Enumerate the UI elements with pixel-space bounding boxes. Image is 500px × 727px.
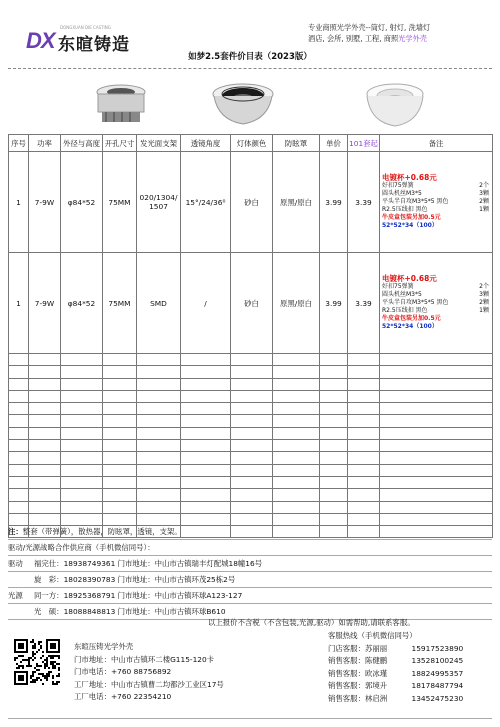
staff-name: 欧冰瑾 bbox=[364, 668, 388, 678]
staff-item bbox=[328, 655, 463, 668]
supplier-name: 福完仕： bbox=[34, 559, 64, 568]
slogan-line-1: 专业商照光学外壳--筒灯, 射灯, 洗墙灯 bbox=[308, 23, 431, 32]
table-row-empty bbox=[9, 378, 493, 390]
cell-empty bbox=[61, 501, 103, 513]
cell-empty bbox=[61, 464, 103, 476]
col-header: 防眩罩 bbox=[273, 135, 320, 152]
table-row-empty bbox=[9, 476, 493, 488]
cell-empty bbox=[29, 452, 61, 464]
light-row bbox=[8, 572, 492, 588]
table-row-empty bbox=[9, 464, 493, 476]
staff-phone: 13452475230 bbox=[411, 693, 464, 703]
staff-name: 郭境升 bbox=[364, 681, 388, 690]
cell-empty bbox=[348, 354, 380, 366]
cell-empty bbox=[9, 366, 29, 378]
cell-empty bbox=[320, 366, 348, 378]
cell-empty bbox=[273, 501, 320, 513]
cell-empty bbox=[9, 415, 29, 427]
cell-empty bbox=[103, 464, 137, 476]
staff-phone: 15917523890 bbox=[411, 643, 464, 653]
staff-role: 销售客服： bbox=[328, 693, 365, 703]
note-item bbox=[382, 283, 492, 291]
cell-empty bbox=[231, 390, 273, 402]
staff-name: 林启洲 bbox=[364, 693, 388, 703]
cell-empty bbox=[380, 440, 493, 452]
cell-empty bbox=[273, 366, 320, 378]
cell-empty bbox=[61, 390, 103, 402]
cell-empty bbox=[348, 366, 380, 378]
table-row-empty bbox=[9, 366, 493, 378]
note-item-qty: 3颗 bbox=[479, 291, 489, 298]
cell-empty bbox=[320, 354, 348, 366]
note-item bbox=[382, 190, 492, 198]
staff-item bbox=[328, 643, 463, 656]
staff-phone: 18824995357 bbox=[411, 668, 464, 678]
staff-item bbox=[328, 668, 463, 681]
cell-hole: 75MM bbox=[103, 253, 137, 354]
note-item bbox=[382, 182, 492, 190]
cell-empty bbox=[273, 390, 320, 402]
factory-address: 工厂地址：中山市古镇曹二均都沙工业区17号 bbox=[74, 679, 224, 689]
cell-empty bbox=[137, 489, 181, 501]
note-item-qty: 1颗 bbox=[479, 307, 489, 314]
cell-bracket: 020/1304/1507 bbox=[137, 152, 181, 253]
table-row bbox=[9, 253, 493, 354]
note-box: 52*52*34（100） bbox=[382, 222, 438, 229]
note-item-name: R2.5压线扣 黑色 bbox=[382, 307, 428, 314]
cell-bulk: 3.39 bbox=[348, 152, 380, 253]
slogan bbox=[308, 22, 492, 44]
cell-empty bbox=[137, 390, 181, 402]
cell-empty bbox=[273, 354, 320, 366]
cell-empty bbox=[103, 403, 137, 415]
brand-mark: DX bbox=[26, 28, 55, 53]
table-header-row bbox=[9, 135, 493, 152]
cell-empty bbox=[181, 403, 231, 415]
cell-empty bbox=[61, 415, 103, 427]
cell-empty bbox=[61, 354, 103, 366]
cell-empty bbox=[273, 403, 320, 415]
staff-role: 销售客服： bbox=[328, 681, 365, 690]
cell-empty bbox=[137, 476, 181, 488]
col-header: 开孔尺寸 bbox=[103, 135, 137, 152]
cell-empty bbox=[380, 354, 493, 366]
table-row-empty bbox=[9, 354, 493, 366]
cell-empty bbox=[181, 354, 231, 366]
supplier-text: 18028390783 门市地址：中山市古镇环茂25栋2号 bbox=[63, 575, 236, 584]
note-item-name: 好扣75弹簧 bbox=[382, 182, 414, 189]
staff-role: 销售客服： bbox=[328, 656, 365, 665]
table-row-empty bbox=[9, 501, 493, 513]
cell-empty bbox=[181, 489, 231, 501]
col-header: 功率 bbox=[29, 135, 61, 152]
table-row-empty bbox=[9, 489, 493, 501]
cell-note bbox=[380, 253, 493, 354]
cell-empty bbox=[29, 390, 61, 402]
cell-no: 1 bbox=[9, 253, 29, 354]
cell-empty bbox=[29, 427, 61, 439]
cell-hole: 75MM bbox=[103, 152, 137, 253]
cell-empty bbox=[273, 464, 320, 476]
cell-empty bbox=[29, 440, 61, 452]
cell-empty bbox=[231, 501, 273, 513]
staff-phone: 18178487794 bbox=[411, 681, 464, 690]
cell-empty bbox=[380, 366, 493, 378]
cell-empty bbox=[9, 440, 29, 452]
table-row-empty bbox=[9, 427, 493, 439]
note-item-name: 平头半自攻M3*5*5 黑色 bbox=[382, 198, 449, 205]
cell-empty bbox=[9, 476, 29, 488]
cell-empty bbox=[103, 366, 137, 378]
cell-bracket: SMD bbox=[137, 253, 181, 354]
cell-size: φ84*52 bbox=[61, 152, 103, 253]
cell-empty bbox=[9, 403, 29, 415]
cell-empty bbox=[380, 378, 493, 390]
cell-empty bbox=[181, 464, 231, 476]
cell-empty bbox=[9, 378, 29, 390]
cell-color: 砂白 bbox=[231, 152, 273, 253]
cell-empty bbox=[380, 390, 493, 402]
note-item-qty: 3颗 bbox=[479, 190, 489, 197]
product-image-2 bbox=[208, 80, 278, 130]
cell-empty bbox=[348, 440, 380, 452]
cell-empty bbox=[103, 378, 137, 390]
cell-empty bbox=[181, 378, 231, 390]
drive-label: 驱动 bbox=[8, 559, 23, 568]
cell-empty bbox=[380, 427, 493, 439]
cell-empty bbox=[61, 427, 103, 439]
cell-empty bbox=[231, 489, 273, 501]
note-label: 注： bbox=[8, 527, 23, 536]
cell-empty bbox=[231, 452, 273, 464]
supplier-name: 旋 彩： bbox=[34, 575, 64, 584]
cell-empty bbox=[320, 452, 348, 464]
cell-empty bbox=[273, 378, 320, 390]
cell-empty bbox=[181, 440, 231, 452]
product-image-1 bbox=[86, 80, 156, 130]
note-extra: 牛皮盒包装另加0.5元 bbox=[382, 315, 441, 322]
note-item bbox=[382, 198, 492, 206]
shop-phone: 门市电话：+760 88756892 bbox=[74, 667, 172, 676]
note-item-name: 圆头机丝M3*5 bbox=[382, 190, 422, 197]
note-item bbox=[382, 291, 492, 299]
col-header: 灯体颜色 bbox=[231, 135, 273, 152]
note-item bbox=[382, 307, 492, 315]
hotline-title: 客服热线（手机微信同号） bbox=[328, 631, 417, 640]
cell-empty bbox=[103, 489, 137, 501]
col-header: 单价 bbox=[320, 135, 348, 152]
staff-name: 陈健鹏 bbox=[364, 656, 388, 665]
table-row-empty bbox=[9, 452, 493, 464]
cell-size: φ84*52 bbox=[61, 253, 103, 354]
cell-empty bbox=[103, 354, 137, 366]
cell-empty bbox=[231, 403, 273, 415]
cell-empty bbox=[61, 440, 103, 452]
cell-empty bbox=[320, 501, 348, 513]
cell-empty bbox=[29, 489, 61, 501]
cell-empty bbox=[231, 366, 273, 378]
cell-empty bbox=[348, 476, 380, 488]
cell-empty bbox=[9, 464, 29, 476]
sheet-title: 如梦2.5套件价目表（2023版） bbox=[188, 52, 312, 62]
cell-empty bbox=[103, 440, 137, 452]
cell-empty bbox=[29, 415, 61, 427]
cell-empty bbox=[273, 415, 320, 427]
note-item-qty: 1颗 bbox=[479, 206, 489, 213]
cell-empty bbox=[320, 489, 348, 501]
col-header: 序号 bbox=[9, 135, 29, 152]
cell-empty bbox=[61, 489, 103, 501]
cell-empty bbox=[61, 476, 103, 488]
cell-empty bbox=[137, 378, 181, 390]
cell-empty bbox=[320, 440, 348, 452]
staff-item bbox=[328, 680, 463, 693]
cell-empty bbox=[137, 464, 181, 476]
supplier-text: 18925368791 门市地址：中山市古镇环球A123-127 bbox=[63, 591, 243, 600]
slogan-line-2-a: 酒店, 会所, 别墅, 工程, 商照 bbox=[308, 34, 399, 43]
cell-empty bbox=[348, 452, 380, 464]
cell-empty bbox=[137, 415, 181, 427]
brand-name: 东暄铸造 bbox=[58, 35, 130, 55]
info-note bbox=[8, 524, 492, 540]
light-label: 光源 bbox=[8, 591, 23, 600]
cell-empty bbox=[348, 378, 380, 390]
cell-empty bbox=[181, 501, 231, 513]
footer-divider bbox=[8, 718, 492, 719]
cell-empty bbox=[29, 354, 61, 366]
table-row-empty bbox=[9, 440, 493, 452]
cell-empty bbox=[181, 452, 231, 464]
cell-empty bbox=[231, 440, 273, 452]
price-sheet bbox=[8, 6, 492, 721]
table-row-empty bbox=[9, 390, 493, 402]
cell-empty bbox=[348, 489, 380, 501]
cell-empty bbox=[320, 415, 348, 427]
cell-empty bbox=[273, 476, 320, 488]
cell-empty bbox=[137, 354, 181, 366]
cell-empty bbox=[9, 452, 29, 464]
cell-empty bbox=[380, 464, 493, 476]
cell-empty bbox=[61, 452, 103, 464]
note-box: 52*52*34（100） bbox=[382, 323, 438, 330]
cell-empty bbox=[231, 476, 273, 488]
cell-empty bbox=[273, 452, 320, 464]
cell-empty bbox=[380, 489, 493, 501]
table-row-empty bbox=[9, 403, 493, 415]
cell-empty bbox=[137, 440, 181, 452]
note-text: 整套（带弹簧），散热器，防眩罩，透镜，支架。 bbox=[22, 527, 182, 536]
cell-empty bbox=[137, 427, 181, 439]
cell-empty bbox=[181, 427, 231, 439]
cell-empty bbox=[348, 390, 380, 402]
staff-role: 门店客服： bbox=[328, 643, 365, 653]
staff-role: 销售客服： bbox=[328, 668, 365, 678]
note-title: 电镀杯+0.68元 bbox=[382, 274, 437, 283]
table-row-empty bbox=[9, 415, 493, 427]
cell-empty bbox=[137, 501, 181, 513]
cell-empty bbox=[61, 403, 103, 415]
cell-empty bbox=[231, 378, 273, 390]
col-header-bulk: 101套起 bbox=[348, 135, 380, 152]
factory-phone: 工厂电话：+760 22354210 bbox=[74, 692, 172, 701]
col-header: 备注 bbox=[380, 135, 493, 152]
cell-empty bbox=[181, 476, 231, 488]
cell-color: 砂白 bbox=[231, 253, 273, 354]
note-item bbox=[382, 206, 492, 214]
company-contact bbox=[74, 641, 224, 704]
staff-name: 苏丽丽 bbox=[364, 643, 388, 653]
note-item bbox=[382, 299, 492, 307]
cell-empty bbox=[181, 415, 231, 427]
cell-empty bbox=[137, 452, 181, 464]
cell-empty bbox=[231, 354, 273, 366]
note-item-name: 平头半自攻M3*5*5 黑色 bbox=[382, 299, 449, 306]
cell-bulk: 3.39 bbox=[348, 253, 380, 354]
shop-address: 门市地址：中山市古镇环二楼G115-120卡 bbox=[74, 654, 215, 664]
cell-empty bbox=[103, 501, 137, 513]
cell-empty bbox=[273, 440, 320, 452]
cell-empty bbox=[380, 476, 493, 488]
col-header: 透镜角度 bbox=[181, 135, 231, 152]
cell-empty bbox=[320, 476, 348, 488]
supplier-name: 光 硕： bbox=[34, 607, 64, 616]
cell-empty bbox=[320, 403, 348, 415]
cell-empty bbox=[29, 403, 61, 415]
cell-power: 7-9W bbox=[29, 253, 61, 354]
info-section bbox=[8, 524, 492, 620]
staff-contact bbox=[328, 630, 463, 705]
cell-empty bbox=[348, 427, 380, 439]
cell-empty bbox=[29, 366, 61, 378]
cell-empty bbox=[137, 366, 181, 378]
blank-rows bbox=[9, 354, 493, 538]
partner-title: 驱动/光源战略合作供应商（手机微信同号）： bbox=[8, 540, 492, 556]
cell-angle: 15°/24/36⁰ bbox=[181, 152, 231, 253]
company-name: 东暄压铸光学外壳 bbox=[74, 642, 134, 651]
cell-empty bbox=[9, 390, 29, 402]
cell-empty bbox=[348, 464, 380, 476]
cell-empty bbox=[29, 464, 61, 476]
cell-power: 7-9W bbox=[29, 152, 61, 253]
cell-empty bbox=[380, 501, 493, 513]
cell-empty bbox=[320, 464, 348, 476]
note-item-qty: 2颗 bbox=[479, 198, 489, 205]
quote-note: 以上报价不含税（不含包装,光源,驱动）如需帮助,请联系客服。 bbox=[208, 618, 415, 627]
supplier-text: 18938749361 门市地址：中山市古镇瑞丰灯配城18幢16号 bbox=[63, 559, 263, 568]
note-item-name: 好扣75弹簧 bbox=[382, 283, 414, 290]
cell-empty bbox=[273, 427, 320, 439]
cell-empty bbox=[9, 427, 29, 439]
note-item-qty: 2颗 bbox=[479, 299, 489, 306]
price-table bbox=[8, 134, 493, 538]
cell-empty bbox=[181, 366, 231, 378]
cell-empty bbox=[103, 452, 137, 464]
cell-empty bbox=[348, 415, 380, 427]
slogan-line-2 bbox=[308, 33, 492, 44]
cell-empty bbox=[380, 415, 493, 427]
cell-no: 1 bbox=[9, 152, 29, 253]
col-header: 外径与高度 bbox=[61, 135, 103, 152]
cell-empty bbox=[9, 501, 29, 513]
cell-empty bbox=[29, 501, 61, 513]
cell-empty bbox=[231, 427, 273, 439]
note-item-qty: 2个 bbox=[479, 182, 489, 189]
slogan-line-2-b: 光学外壳 bbox=[398, 34, 427, 43]
cell-price: 3.99 bbox=[320, 253, 348, 354]
drive-row bbox=[8, 556, 492, 572]
supplier-text: 18088848813 门市地址：中山市古镇环球B610 bbox=[63, 607, 226, 616]
cell-empty bbox=[9, 489, 29, 501]
brand-tiny-text: DONGXUAN DIE CASTING bbox=[60, 25, 111, 30]
cell-empty bbox=[29, 476, 61, 488]
cell-empty bbox=[320, 390, 348, 402]
cell-empty bbox=[103, 415, 137, 427]
cell-empty bbox=[320, 427, 348, 439]
cell-empty bbox=[380, 403, 493, 415]
cell-price: 3.99 bbox=[320, 152, 348, 253]
cell-empty bbox=[320, 378, 348, 390]
cell-empty bbox=[137, 403, 181, 415]
staff-item bbox=[328, 693, 463, 706]
supplier-name: 同一方： bbox=[34, 591, 64, 600]
cell-empty bbox=[61, 378, 103, 390]
staff-phone: 13528100245 bbox=[411, 656, 464, 665]
product-image-3 bbox=[360, 80, 430, 130]
cell-note bbox=[380, 152, 493, 253]
note-item-name: 圆头机丝M3*5 bbox=[382, 291, 422, 298]
cell-empty bbox=[29, 378, 61, 390]
cell-glare: 原黑/原白 bbox=[273, 152, 320, 253]
note-item-name: R2.5压线扣 黑色 bbox=[382, 206, 428, 213]
cell-empty bbox=[348, 403, 380, 415]
cell-empty bbox=[380, 452, 493, 464]
note-item-qty: 2个 bbox=[479, 283, 489, 290]
table-row bbox=[9, 152, 493, 253]
cell-angle: / bbox=[181, 253, 231, 354]
cell-empty bbox=[231, 464, 273, 476]
cell-empty bbox=[181, 390, 231, 402]
note-title: 电镀杯+0.68元 bbox=[382, 173, 437, 182]
cell-empty bbox=[348, 501, 380, 513]
cell-empty bbox=[61, 366, 103, 378]
cell-empty bbox=[103, 427, 137, 439]
note-extra: 牛皮盒包装另加0.5元 bbox=[382, 214, 441, 221]
cell-glare: 原黑/原白 bbox=[273, 253, 320, 354]
cell-empty bbox=[103, 476, 137, 488]
col-header: 发光面支架 bbox=[137, 135, 181, 152]
light-row bbox=[8, 588, 492, 604]
cell-empty bbox=[9, 354, 29, 366]
cell-empty bbox=[231, 415, 273, 427]
cell-empty bbox=[103, 390, 137, 402]
cell-empty bbox=[273, 489, 320, 501]
header-divider bbox=[8, 68, 492, 69]
qr-code-icon bbox=[14, 639, 60, 685]
